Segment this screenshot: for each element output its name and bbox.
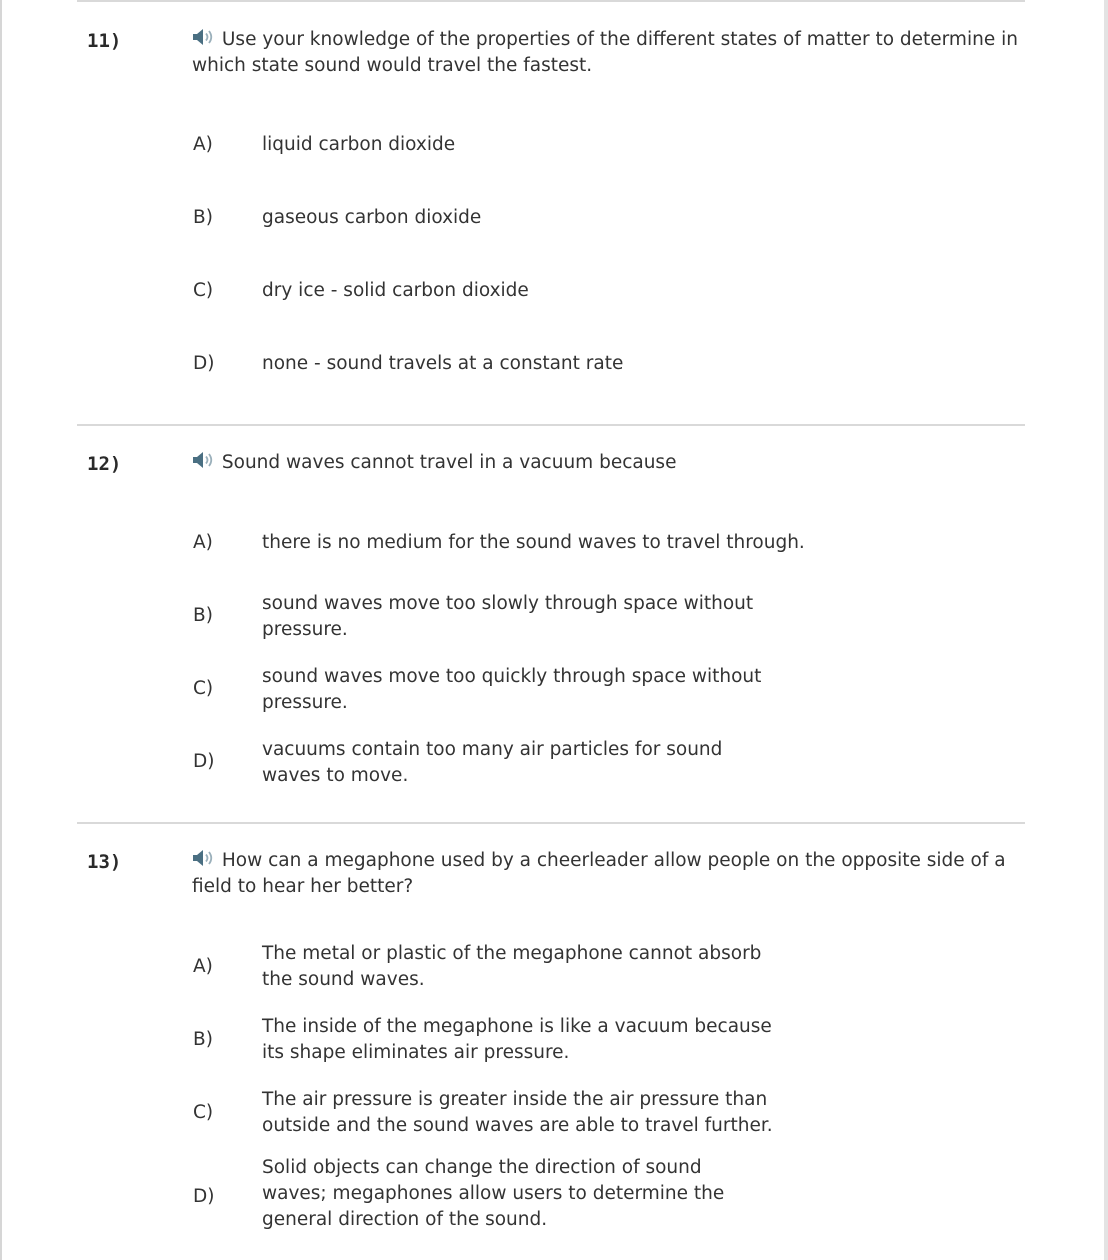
question-divider xyxy=(77,424,1025,426)
question-text: Sound waves cannot travel in a vacuum because xyxy=(221,452,677,473)
answer-letter[interactable]: A) xyxy=(193,134,213,155)
answer-letter[interactable]: C) xyxy=(193,280,214,301)
answer-letter[interactable]: A) xyxy=(193,532,213,553)
question-text: Use your knowledge of the properties of the different states of matter to determine in which state sound would travel the fastest. xyxy=(192,29,1018,76)
answer-letter[interactable]: B) xyxy=(193,605,213,626)
answer-option-c[interactable]: dry ice - solid carbon dioxide xyxy=(262,280,529,301)
answer-option-c[interactable]: The air pressure is greater inside the air pressure than outside and the sound waves are able to travel further. xyxy=(262,1089,773,1136)
answer-letter[interactable]: A) xyxy=(193,956,213,977)
question-number: 11) xyxy=(87,30,122,52)
answer-letter[interactable]: C) xyxy=(193,1102,214,1123)
question-divider xyxy=(77,822,1025,824)
question-prompt xyxy=(192,27,1032,79)
answer-option-b[interactable]: gaseous carbon dioxide xyxy=(262,207,482,228)
answer-letter[interactable]: B) xyxy=(193,207,213,228)
question-prompt xyxy=(192,848,1032,900)
question-number: 13) xyxy=(87,851,122,873)
answer-letter[interactable]: B) xyxy=(193,1029,213,1050)
answer-option-d[interactable]: Solid objects can change the direction of sound waves; megaphones allow users to determine the general direction of the sound. xyxy=(262,1157,725,1230)
question-prompt xyxy=(192,450,1032,476)
top-divider xyxy=(77,0,1025,2)
answer-option-d[interactable]: vacuums contain too many air particles for sound waves to move. xyxy=(262,739,723,786)
answer-letter[interactable]: C) xyxy=(193,678,214,699)
frame-right-border xyxy=(1104,0,1108,1260)
speaker-icon[interactable] xyxy=(192,848,216,868)
speaker-icon[interactable] xyxy=(192,450,216,470)
answer-option-a[interactable]: liquid carbon dioxide xyxy=(262,134,456,155)
answer-option-c[interactable]: sound waves move too quickly through space without pressure. xyxy=(262,666,762,713)
answer-letter[interactable]: D) xyxy=(193,751,215,772)
answer-option-a[interactable]: The metal or plastic of the megaphone cannot absorb the sound waves. xyxy=(262,943,762,990)
frame-left-border xyxy=(0,0,2,1260)
question-number: 12) xyxy=(87,453,122,475)
answer-option-d[interactable]: none - sound travels at a constant rate xyxy=(262,353,624,374)
question-text: How can a megaphone used by a cheerleader allow people on the opposite side of a field to hear her better? xyxy=(192,850,1006,897)
answer-letter[interactable]: D) xyxy=(193,353,215,374)
speaker-icon[interactable] xyxy=(192,27,216,47)
answer-letter[interactable]: D) xyxy=(193,1186,215,1207)
answer-option-a[interactable]: there is no medium for the sound waves to travel through. xyxy=(262,532,805,553)
answer-option-b[interactable]: The inside of the megaphone is like a vacuum because its shape eliminates air pressure. xyxy=(262,1016,772,1063)
answer-option-b[interactable]: sound waves move too slowly through space without pressure. xyxy=(262,593,754,640)
